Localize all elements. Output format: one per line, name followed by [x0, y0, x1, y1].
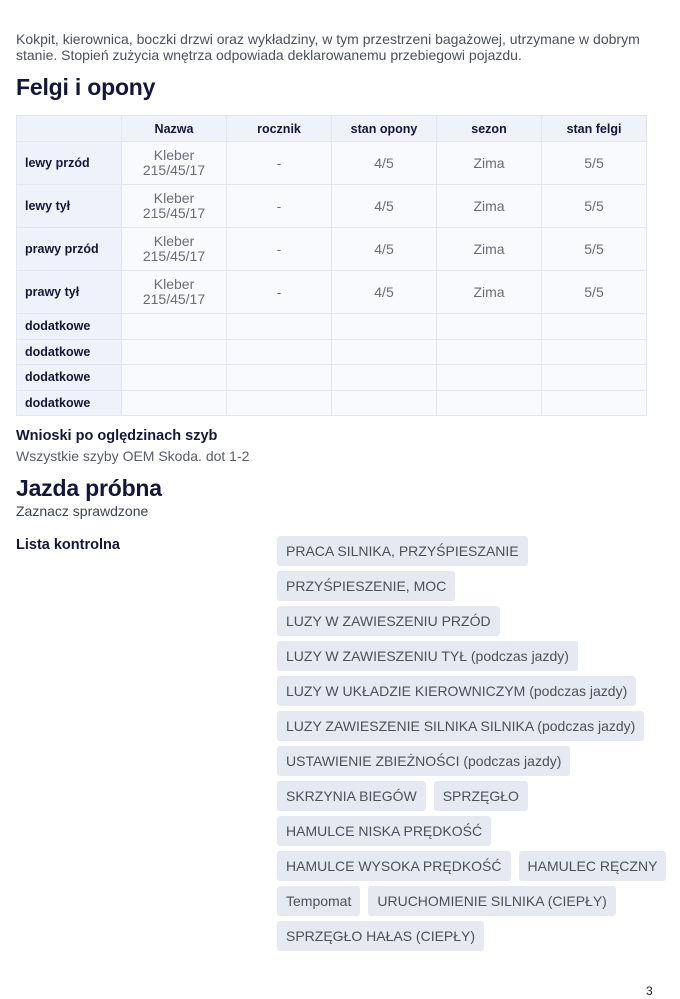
chip-row	[277, 851, 657, 881]
glass-conclusions-text: Wszystkie szyby OEM Skoda. dot 1-2	[16, 448, 250, 464]
cell-nazwa	[122, 142, 227, 185]
empty-cell	[542, 339, 647, 365]
cell-rocznik: -	[227, 228, 332, 271]
tire-brand: Kleber	[153, 233, 195, 249]
checklist-chip-brakes-low-speed[interactable]: HAMULCE NISKA PRĘDKOŚĆ	[277, 816, 491, 846]
cell-stan-opony: 4/5	[332, 271, 437, 314]
cell-rocznik: -	[227, 185, 332, 228]
checklist-chip-handbrake[interactable]: HAMULEC RĘCZNY	[519, 851, 667, 881]
row-label: prawy tył	[17, 271, 122, 314]
chip-row	[277, 641, 657, 671]
header-cell-empty	[17, 116, 122, 142]
checklist-chip-rear-suspension[interactable]: LUZY W ZAWIESZENIU TYŁ (podczas jazdy)	[277, 641, 578, 671]
cell-stan-opony: 4/5	[332, 228, 437, 271]
page-number: 3	[646, 984, 653, 998]
cell-rocznik: -	[227, 142, 332, 185]
chip-row	[277, 711, 657, 741]
row-label: dodatkowe	[17, 339, 122, 365]
empty-cell	[332, 365, 437, 391]
empty-cell	[437, 314, 542, 340]
section-title-jazda: Jazda próbna	[16, 475, 162, 501]
cell-sezon: Zima	[437, 142, 542, 185]
row-label: prawy przód	[17, 228, 122, 271]
table-row	[17, 142, 647, 185]
header-cell-stan-opony: stan opony	[332, 116, 437, 142]
table-row	[17, 271, 647, 314]
checklist-chip-clutch[interactable]: SPRZĘGŁO	[434, 781, 528, 811]
checklist-chips	[277, 536, 657, 956]
tires-table	[16, 115, 647, 416]
empty-cell	[437, 365, 542, 391]
chip-row	[277, 886, 657, 916]
cell-nazwa	[122, 185, 227, 228]
cell-stan-opony: 4/5	[332, 185, 437, 228]
tire-size: 215/45/17	[142, 162, 206, 178]
test-drive-subtitle: Zaznacz sprawdzone	[16, 503, 149, 519]
tire-size: 215/45/17	[142, 205, 206, 221]
cell-sezon: Zima	[437, 228, 542, 271]
row-label: lewy tył	[17, 185, 122, 228]
row-label: dodatkowe	[17, 390, 122, 416]
checklist-chip-steering-play[interactable]: LUZY W UKŁADZIE KIEROWNICZYM (podczas jazdy)	[277, 676, 636, 706]
empty-cell	[437, 390, 542, 416]
checklist-label: Lista kontrolna	[16, 537, 120, 553]
header-cell-nazwa: Nazwa	[122, 116, 227, 142]
checklist-chip-gearbox[interactable]: SKRZYNIA BIEGÓW	[277, 781, 426, 811]
empty-cell	[332, 314, 437, 340]
cell-nazwa	[122, 228, 227, 271]
empty-cell	[227, 365, 332, 391]
table-header-row	[17, 116, 647, 142]
empty-cell	[332, 390, 437, 416]
cell-stan-felgi: 5/5	[542, 142, 647, 185]
empty-cell	[122, 314, 227, 340]
tire-brand: Kleber	[153, 276, 195, 292]
empty-cell	[227, 390, 332, 416]
section-title-felgi: Felgi i opony	[16, 74, 156, 100]
checklist-chip-acceleration-power[interactable]: PRZYŚPIESZENIE, MOC	[277, 571, 455, 601]
header-cell-sezon: sezon	[437, 116, 542, 142]
cell-rocznik: -	[227, 271, 332, 314]
chip-row	[277, 536, 657, 566]
cell-stan-felgi: 5/5	[542, 228, 647, 271]
header-cell-rocznik: rocznik	[227, 116, 332, 142]
empty-cell	[122, 390, 227, 416]
cell-stan-felgi: 5/5	[542, 271, 647, 314]
empty-cell	[227, 314, 332, 340]
cell-nazwa	[122, 271, 227, 314]
tire-size: 215/45/17	[142, 248, 206, 264]
chip-row	[277, 781, 657, 811]
chip-row	[277, 816, 657, 846]
checklist-chip-cruise-control[interactable]: Tempomat	[277, 886, 360, 916]
checklist-chip-alignment[interactable]: USTAWIENIE ZBIEŻNOŚCI (podczas jazdy)	[277, 746, 570, 776]
chip-row	[277, 571, 657, 601]
empty-cell	[122, 339, 227, 365]
checklist-chip-engine-start-warm[interactable]: URUCHOMIENIE SILNIKA (CIEPŁY)	[368, 886, 616, 916]
cell-sezon: Zima	[437, 271, 542, 314]
cell-stan-opony: 4/5	[332, 142, 437, 185]
empty-cell	[542, 390, 647, 416]
empty-cell	[122, 365, 227, 391]
table-row-extra	[17, 365, 647, 391]
empty-cell	[437, 339, 542, 365]
tire-size: 215/45/17	[142, 291, 206, 307]
table-row-extra	[17, 390, 647, 416]
empty-cell	[227, 339, 332, 365]
table-row	[17, 185, 647, 228]
chip-row	[277, 746, 657, 776]
cell-stan-felgi: 5/5	[542, 185, 647, 228]
checklist-chip-brakes-high-speed[interactable]: HAMULCE WYSOKA PRĘDKOŚĆ	[277, 851, 511, 881]
checklist-chip-clutch-noise-warm[interactable]: SPRZĘGŁO HAŁAS (CIEPŁY)	[277, 921, 484, 951]
empty-cell	[332, 339, 437, 365]
glass-conclusions-title: Wnioski po oględzinach szyb	[16, 428, 218, 444]
empty-cell	[542, 314, 647, 340]
checklist-chip-engine-mount[interactable]: LUZY ZAWIESZENIE SILNIKA SILNIKA (podczas jazdy)	[277, 711, 644, 741]
chip-row	[277, 921, 657, 951]
chip-row	[277, 676, 657, 706]
table-row-extra	[17, 314, 647, 340]
checklist-chip-front-suspension[interactable]: LUZY W ZAWIESZENIU PRZÓD	[277, 606, 500, 636]
empty-cell	[542, 365, 647, 391]
row-label: dodatkowe	[17, 314, 122, 340]
checklist-chip-engine-acceleration[interactable]: PRACA SILNIKA, PRZYŚPIESZANIE	[277, 536, 528, 566]
tire-brand: Kleber	[153, 147, 195, 163]
table-row-extra	[17, 339, 647, 365]
tire-brand: Kleber	[153, 190, 195, 206]
interior-summary-text: Kokpit, kierownica, boczki drzwi oraz wykładziny, w tym przestrzeni bagażowej, utrzymane w dobrym stanie. Stopień zużycia wnętrza odpowiada deklarowanemu przebiegowi pojazdu.	[16, 31, 640, 63]
header-cell-stan-felgi: stan felgi	[542, 116, 647, 142]
table-row	[17, 228, 647, 271]
row-label: lewy przód	[17, 142, 122, 185]
row-label: dodatkowe	[17, 365, 122, 391]
cell-sezon: Zima	[437, 185, 542, 228]
chip-row	[277, 606, 657, 636]
